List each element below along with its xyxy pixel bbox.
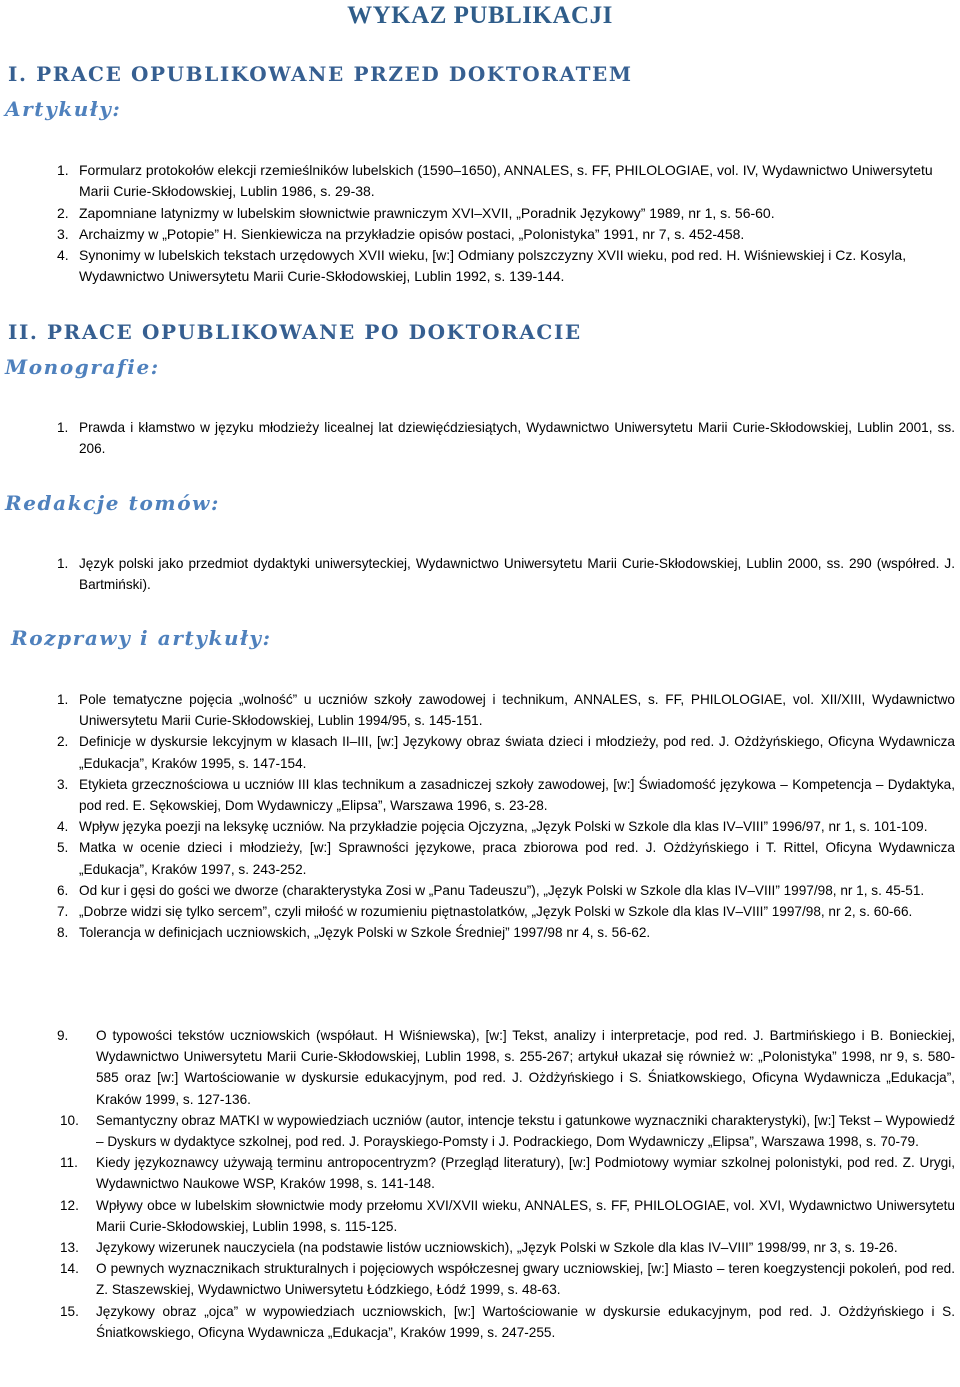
page-title: WYKAZ PUBLIKACJI [347,2,613,29]
list-item: 1. Prawda i kłamstwo w języku młodzieży licealnej lat dziewięćdziesiątych, Wydawnictwo Uniwersytetu Marii Curie-Skłodowskiej, Lublin 2001, ss. 206. [57,420,955,457]
subheading-edited-volumes: Redakcje tomów: [5,491,220,515]
papers-list-continued [57,1025,955,1343]
subheading-articles: Artykuły: [5,97,122,121]
list-item: 1. Formularz protokołów elekcji rzemieślników lubelskich (1590–1650), ANNALES, s. FF, PHILOLOGIAE, vol. IV, Wydawnictwo Uniwersytetu Marii Curie-Skłodowskiej, Lublin 1986, s. 29-38. [57,162,933,200]
papers-list [57,689,955,943]
list-item: 13. Językowy wizerunek nauczyciela (na podstawie listów uczniowskich), „Język Polski w Szkole dla klas IV–VIII” 1998/99, nr 3, s. 19-26. [60,1240,898,1256]
list-item: 15. Językowy obraz „ojca” w wypowiedziach uczniowskich, [w:] Wartościowanie w dyskursie edukacyjnym, pod red. J. Ożdżyńskiego i S. Śniatkowskiego, Oficyna Wydawnicza „Edukacja”, Kraków 1999, s. 247-255. [60,1303,955,1340]
list-item: 3. Etykieta grzecznościowa u uczniów III klas technikum a zasadniczej szkoły zawodowej, [w:] Świadomość językowa – Kompetencja – Dydaktyka, pod red. E. Sękowskiej, Dom Wydawniczy „Elipsa”, Warszawa 1996, s. 23-28. [57,776,955,814]
list-item: 1. Pole tematyczne pojęcia „wolność” u uczniów szkoły zawodowej i technikum, ANNALES, s. FF, PHILOLOGIAE, vol. XII/XIII, Wydawnictwo Uniwersytetu Marii Curie-Skłodowskiej, Lublin 1994/95, s. 145-151. [57,692,955,729]
subheading-monographs: Monografie: [5,355,160,379]
list-item: 8. Tolerancja w definicjach uczniowskich, „Język Polski w Szkole Średniej” 1997/98 nr 4, s. 56-62. [57,925,651,941]
list-item: 6. Od kur i gęsi do gości we dworze (charakterystyka Zosi w „Panu Tadeuszu”), „Język Polski w Szkole dla klas IV–VIII” 1997/98, nr 1, s. 45-51. [57,882,925,898]
monographs-list [57,417,955,459]
section-heading-after-doctorate: II. PRACE OPUBLIKOWANE PO DOKTORACIE [8,320,582,344]
list-item: 9. O typowości tekstów uczniowskich (współaut. H Wiśniewska), [w:] Tekst, analizy i interpretacje, pod red. J. Bartmińskiego i B. Bonieckiej, Wydawnictwo Uniwersytetu Marii Curie-Skłodowskiej, Lublin 1998, s. 255-267; artykuł ukazał się również w: „Polonistyka” 1998, nr 9, s. 580-585 oraz [w:] Wartościowanie w dyskursie edukacyjnym, pod red. J. Ożdżyńskiego i S. Śniatkowskiego, Oficyna Wydawnicza „Edukacja”, Kraków 1999, s. 127-136. [57,1028,955,1107]
list-item: 4. Wpływ języka poezji na leksykę uczniów. Na przykładzie pojęcia Ojczyzna, „Język Polski w Szkole dla klas IV–VIII” 1996/97, nr 1, s. 101-109. [57,819,928,835]
list-item: 12. Wpływy obce w lubelskim słownictwie mody przełomu XVI/XVII wieku, ANNALES, s. FF, PHILOLOGIAE, vol. XVI, Wydawnictwo Uniwersytetu Marii Curie-Skłodowskiej, Lublin 1998, s. 115-125. [60,1197,955,1234]
list-item: 3. Archaizmy w „Potopie” H. Sienkiewicza na przykładzie opisów postaci, „Polonistyka” 1991, nr 7, s. 452-458. [57,225,745,242]
section-heading-before-doctorate: I. PRACE OPUBLIKOWANE PRZED DOKTORATEM [8,62,633,86]
articles-list [57,160,955,288]
list-item: 5. Matka w ocenie dzieci i młodzieży, [w:] Sprawności językowe, praca zbiorowa pod red. J. Ożdżyńskiego i T. Rittel, Oficyna Wydawnicza „Edukacja”, Kraków 1997, s. 243-252. [57,840,955,877]
list-item: 1. Język polski jako przedmiot dydaktyki uniwersyteckiej, Wydawnictwo Uniwersytetu Marii Curie-Skłodowskiej, Lublin 2000, ss. 290 (współred. J. Bartmiński). [57,556,955,593]
list-item: 10. Semantyczny obraz MATKI w wypowiedziach uczniów (autor, intencje tekstu i gatunkowe wyznaczniki charakterystyki), [w:] Tekst – Wypowiedź – Dyskurs w dydaktyce szkolnej, pod red. J. Porayskiego-Pomsty i J. Podrackiego, Dom Wydawniczy „Elipsa”, Warszawa 1998, s. 70-79. [60,1112,955,1150]
list-item: 11. Kiedy językoznawcy używają terminu antropocentryzm? (Przegląd literatury), [w:] Podmiotowy wymiar szkolnej polonistyki, pod red. Z. Urygi, Wydawnictwo Naukowe WSP, Kraków 1998, s. 141-148. [60,1155,955,1192]
list-item: 2. Zapomniane latynizmy w lubelskim słownictwie prawniczym XVI–XVII, „Poradnik Językowy” 1989, nr 1, s. 56-60. [57,204,775,221]
list-item: 4. Synonimy w lubelskich tekstach urzędowych XVII wieku, [w:] Odmiany polszczyzny XVII wieku, pod red. H. Wiśniewskiej i Cz. Kosyla, Wydawnictwo Uniwersytetu Marii Curie-Skłodowskiej, Lublin 1992, s. 139-144. [57,247,907,285]
list-item: 7. „Dobrze widzi się tylko sercem”, czyli miłość w rozumieniu piętnastolatków, „Język Polski w Szkole dla klas IV–VIII” 1997/98, nr 2, s. 60-66. [57,904,913,920]
subheading-papers: Rozprawy i artykuły: [11,626,272,650]
edited-volumes-list [57,553,955,595]
list-item: 14. O pewnych wyznacznikach strukturalnych i pojęciowych współczesnej gwary uczniowskiej, [w:] Miasto – teren koegzystencji pokoleń, pod red. Z. Staszewskiej, Wydawnictwo Uniwersytetu Łódzkiego, Łódź 1999, s. 48-63. [60,1261,955,1298]
list-item: 2. Definicje w dyskursie lekcyjnym w klasach II–III, [w:] Językowy obraz świata dzieci i młodzieży, pod red. J. Ożdżyńskiego, Oficyna Wydawnicza „Edukacja”, Kraków 1995, s. 147-154. [57,734,955,771]
